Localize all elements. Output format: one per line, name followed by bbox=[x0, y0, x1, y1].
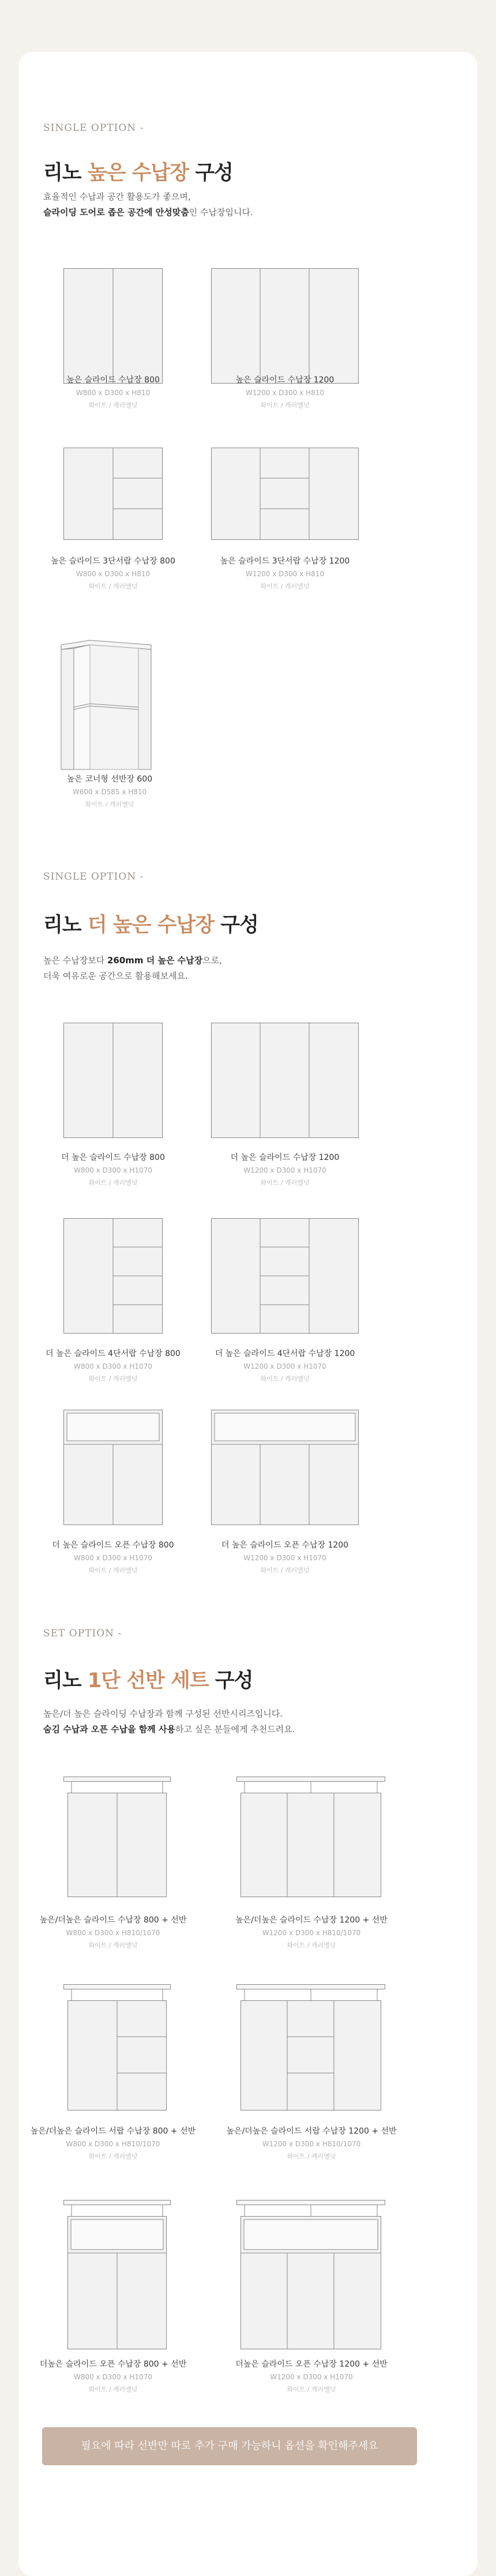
product-colors: 화이트 / 캐러멜넛 bbox=[88, 1375, 138, 1383]
product-colors: 화이트 / 캐러멜넛 bbox=[260, 1567, 310, 1574]
product-name: 더 높은 슬라이드 4단서랍 수납장 800 bbox=[46, 1349, 181, 1358]
product-image bbox=[63, 1984, 171, 2111]
product-dims: W1200 x D300 x H810/1070 bbox=[262, 1929, 361, 1937]
product-dims: W800 x D300 x H1070 bbox=[74, 1554, 152, 1562]
product-dims: W1200 x D300 x H1070 bbox=[243, 1166, 326, 1174]
product-image bbox=[63, 448, 163, 540]
product-image bbox=[211, 1218, 359, 1334]
product-dims: W1200 x D300 x H810/1070 bbox=[262, 2140, 361, 2148]
product-image bbox=[236, 1777, 385, 1898]
product-name: 높은 슬라이드 3단서랍 수납장 1200 bbox=[220, 557, 350, 566]
product-name: 높은 슬라이드 수납장 1200 bbox=[235, 375, 335, 385]
product-name: 높은/더높은 슬라이드 서랍 수납장 800 + 선반 bbox=[30, 2127, 196, 2136]
product-image bbox=[211, 1023, 359, 1138]
product-dims: W1200 x D300 x H810 bbox=[246, 570, 324, 578]
product-dims: W1200 x D300 x H810 bbox=[246, 389, 324, 397]
product-dims: W1200 x D300 x H1070 bbox=[243, 1554, 326, 1562]
product-name: 더 높은 슬라이드 오픈 수납장 1200 bbox=[221, 1541, 349, 1550]
product-image bbox=[60, 639, 152, 771]
product-colors: 화이트 / 캐러멜넛 bbox=[88, 401, 138, 409]
product-dims: W800 x D300 x H1070 bbox=[74, 1166, 152, 1174]
section1-eyebrow: SINGLE OPTION - bbox=[43, 122, 144, 134]
product-name: 더 높은 슬라이드 수납장 1200 bbox=[230, 1153, 340, 1162]
product-name: 더 높은 슬라이드 4단서랍 수납장 1200 bbox=[215, 1349, 355, 1358]
product-image bbox=[211, 1410, 359, 1525]
section2-headline: 리노 더 높은 수납장 구성 bbox=[43, 914, 258, 937]
section3-desc: 높은/더 높은 슬라이딩 수납장과 함께 구성된 선반시리즈입니다. 숨김 수납과 오픈 수납을 함께 사용하고 싶은 분들에게 추천드려요. bbox=[43, 1708, 295, 1734]
product-name: 더 높은 슬라이드 수납장 800 bbox=[61, 1153, 165, 1162]
product-name: 높은 슬라이드 수납장 800 bbox=[66, 375, 160, 385]
option-notice-banner: 필요에 따라 선반만 따로 추가 구매 가능하니 옵션을 확인해주세요 bbox=[42, 2427, 417, 2465]
product-colors: 화이트 / 캐러멜넛 bbox=[287, 2153, 336, 2160]
product-name: 더 높은 슬라이드 오픈 수납장 800 bbox=[52, 1541, 174, 1550]
product-name: 더높은 슬라이드 오픈 수납장 800 + 선반 bbox=[39, 2360, 187, 2369]
product-name: 높은 슬라이드 3단서랍 수납장 800 bbox=[51, 557, 175, 566]
product-colors: 화이트 / 캐러멜넛 bbox=[88, 1179, 138, 1186]
product-image bbox=[63, 1023, 163, 1138]
product-image bbox=[211, 268, 359, 384]
product-name: 높은/더높은 슬라이드 수납장 800 + 선반 bbox=[39, 1916, 187, 1925]
product-colors: 화이트 / 캐러멜넛 bbox=[85, 801, 134, 808]
section1-headline: 리노 높은 수납장 구성 bbox=[43, 162, 233, 185]
product-colors: 화이트 / 캐러멜넛 bbox=[260, 1375, 310, 1383]
product-colors: 화이트 / 캐러멜넛 bbox=[88, 2386, 138, 2393]
product-dims: W600 x D585 x H810 bbox=[72, 788, 147, 796]
section2-desc: 높은 수납장보다 260mm 더 높은 수납장으로, 더욱 여유로운 공간으로 활용해보세요. bbox=[43, 955, 222, 981]
product-dims: W800 x D300 x H810/1070 bbox=[66, 1929, 160, 1937]
product-image bbox=[63, 2200, 171, 2350]
product-name: 높은/더높은 슬라이드 수납장 1200 + 선반 bbox=[235, 1916, 388, 1925]
product-name: 높은/더높은 슬라이드 서랍 수납장 1200 + 선반 bbox=[226, 2127, 397, 2136]
product-image bbox=[236, 2200, 385, 2350]
product-image bbox=[236, 1984, 385, 2111]
product-name: 더높은 슬라이드 오픈 수납장 1200 + 선반 bbox=[235, 2360, 388, 2369]
product-colors: 화이트 / 캐러멜넛 bbox=[260, 583, 310, 590]
product-image bbox=[63, 268, 163, 384]
product-colors: 화이트 / 캐러멜넛 bbox=[260, 401, 310, 409]
section3-headline: 리노 1단 선반 세트 구성 bbox=[43, 1669, 253, 1692]
product-colors: 화이트 / 캐러멜넛 bbox=[287, 2386, 336, 2393]
product-colors: 화이트 / 캐러멜넛 bbox=[260, 1179, 310, 1186]
product-name: 높은 코너형 선반장 600 bbox=[66, 775, 153, 784]
product-colors: 화이트 / 캐러멜넛 bbox=[88, 1567, 138, 1574]
section1-desc: 효율적인 수납과 공간 활용도가 좋으며, 슬라이딩 도어로 좁은 공간에 안성맞춤인 수납장입니다. bbox=[43, 191, 253, 217]
product-dims: W800 x D300 x H810 bbox=[76, 389, 151, 397]
product-dims: W800 x D300 x H810/1070 bbox=[66, 2140, 160, 2148]
product-image bbox=[211, 448, 359, 540]
product-colors: 화이트 / 캐러멜넛 bbox=[88, 1942, 138, 1949]
product-dims: W800 x D300 x H1070 bbox=[74, 1362, 152, 1370]
product-colors: 화이트 / 캐러멜넛 bbox=[88, 2153, 138, 2160]
product-dims: W800 x D300 x H1070 bbox=[74, 2373, 152, 2381]
product-image bbox=[63, 1777, 171, 1898]
product-image bbox=[63, 1410, 163, 1525]
product-colors: 화이트 / 캐러멜넛 bbox=[88, 583, 138, 590]
section3-eyebrow: SET OPTION - bbox=[43, 1628, 122, 1639]
section2-eyebrow: SINGLE OPTION - bbox=[43, 871, 144, 883]
product-colors: 화이트 / 캐러멜넛 bbox=[287, 1942, 336, 1949]
product-dims: W800 x D300 x H810 bbox=[76, 570, 151, 578]
product-image bbox=[63, 1218, 163, 1334]
product-dims: W1200 x D300 x H1070 bbox=[243, 1362, 326, 1370]
product-dims: W1200 x D300 x H1070 bbox=[270, 2373, 353, 2381]
